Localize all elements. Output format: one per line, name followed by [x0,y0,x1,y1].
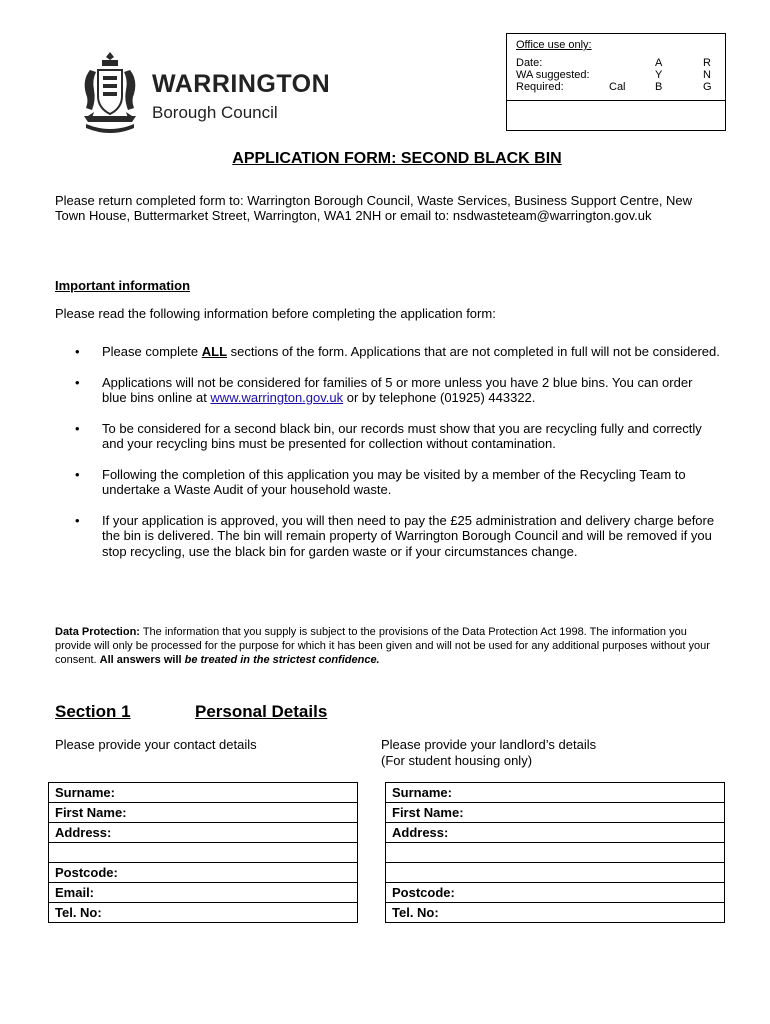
office-divider [507,100,725,101]
office-wa-label: WA suggested: [516,69,590,81]
postcode-field[interactable]: Postcode: [49,863,358,883]
office-rating-y: Y [655,69,663,81]
office-cal-label: Cal [609,81,626,93]
org-subtitle: Borough Council [152,103,278,122]
office-rating-a: A [655,57,663,69]
landlord-details-table [385,782,725,923]
list-item: • Applications will not be considered for families of 5 or more unless you have 2 blue bins. You can order blue bins online at www.warrington.gov.uk or by telephone (01925) 443322. [55,375,720,406]
office-rating-b: B [655,81,663,93]
first-name-field[interactable]: First Name: [49,803,358,823]
landlord-first-name-field[interactable]: First Name: [386,803,725,823]
address-field[interactable]: Address: [49,823,358,843]
office-rating-n: N [703,69,711,81]
surname-field[interactable]: Surname: [49,783,358,803]
important-heading: Important information [55,278,191,293]
council-website-link[interactable]: www.warrington.gov.uk [210,390,344,405]
list-item: • Please complete ALL sections of the form. Applications that are not completed in full will not be considered. [55,344,720,360]
tel-no-field[interactable]: Tel. No: [49,903,358,923]
contact-details-intro: Please provide your contact details [55,737,257,752]
landlord-tel-no-field[interactable]: Tel. No: [386,903,725,923]
return-instructions: Please return completed form to: Warrington Borough Council, Waste Services, Business Support Centre, New Town House, Buttermarket Street, Warrington, WA1 2NH or email to: nsdwasteteam@warrington.gov.uk [55,193,693,223]
landlord-address-line-3-field[interactable] [386,863,725,883]
office-use-title: Office use only: [516,39,592,51]
office-rating-r: R [703,57,711,69]
landlord-surname-field[interactable]: Surname: [386,783,725,803]
all-emphasis: ALL [201,344,228,359]
address-line-2-field[interactable] [49,843,358,863]
form-title: APPLICATION FORM: SECOND BLACK BIN [232,150,562,167]
email-field[interactable]: Email: [49,883,358,903]
office-rating-g: G [703,81,712,93]
landlord-postcode-field[interactable]: Postcode: [386,883,725,903]
council-crest-icon [76,50,144,134]
list-item: • Following the completion of this application you may be visited by a member of the Recycling Team to undertake a Waste Audit of your household waste. [55,467,720,498]
contact-details-table [48,782,358,923]
office-use-box [506,33,726,131]
section-number: Section 1 [55,702,131,721]
landlord-address-field[interactable]: Address: [386,823,725,843]
important-bullet-list [55,344,720,574]
list-item: • If your application is approved, you will then need to pay the £25 administration and delivery charge before the bin is delivered. The bin will remain property of Warrington Borough Council and will be removed if you stop recycling, use the black bin for garden waste or if your circumstances change. [55,513,720,560]
office-required-label: Required: [516,81,564,93]
org-name: WARRINGTON [152,70,331,98]
landlord-address-line-2-field[interactable] [386,843,725,863]
section-name: Personal Details [195,702,328,721]
landlord-details-intro: Please provide your landlord’s details (For student housing only) [381,737,597,768]
office-date-label: Date: [516,57,543,69]
data-protection-label: Data Protection: [55,626,140,638]
list-item: • To be considered for a second black bin, our records must show that you are recycling fully and correctly and your recycling bins must be presented for collection without contamination. [55,421,720,452]
important-intro: Please read the following information before completing the application form: [55,306,496,321]
data-protection-notice: Data Protection: The information that you supply is subject to the provisions of the Data Protection Act 1998. The information you provide will only be processed for the purpose for which it has been given and will not be used for any additional purposes without your consent. All answers will be treated in the strictest confidence. [55,626,710,666]
